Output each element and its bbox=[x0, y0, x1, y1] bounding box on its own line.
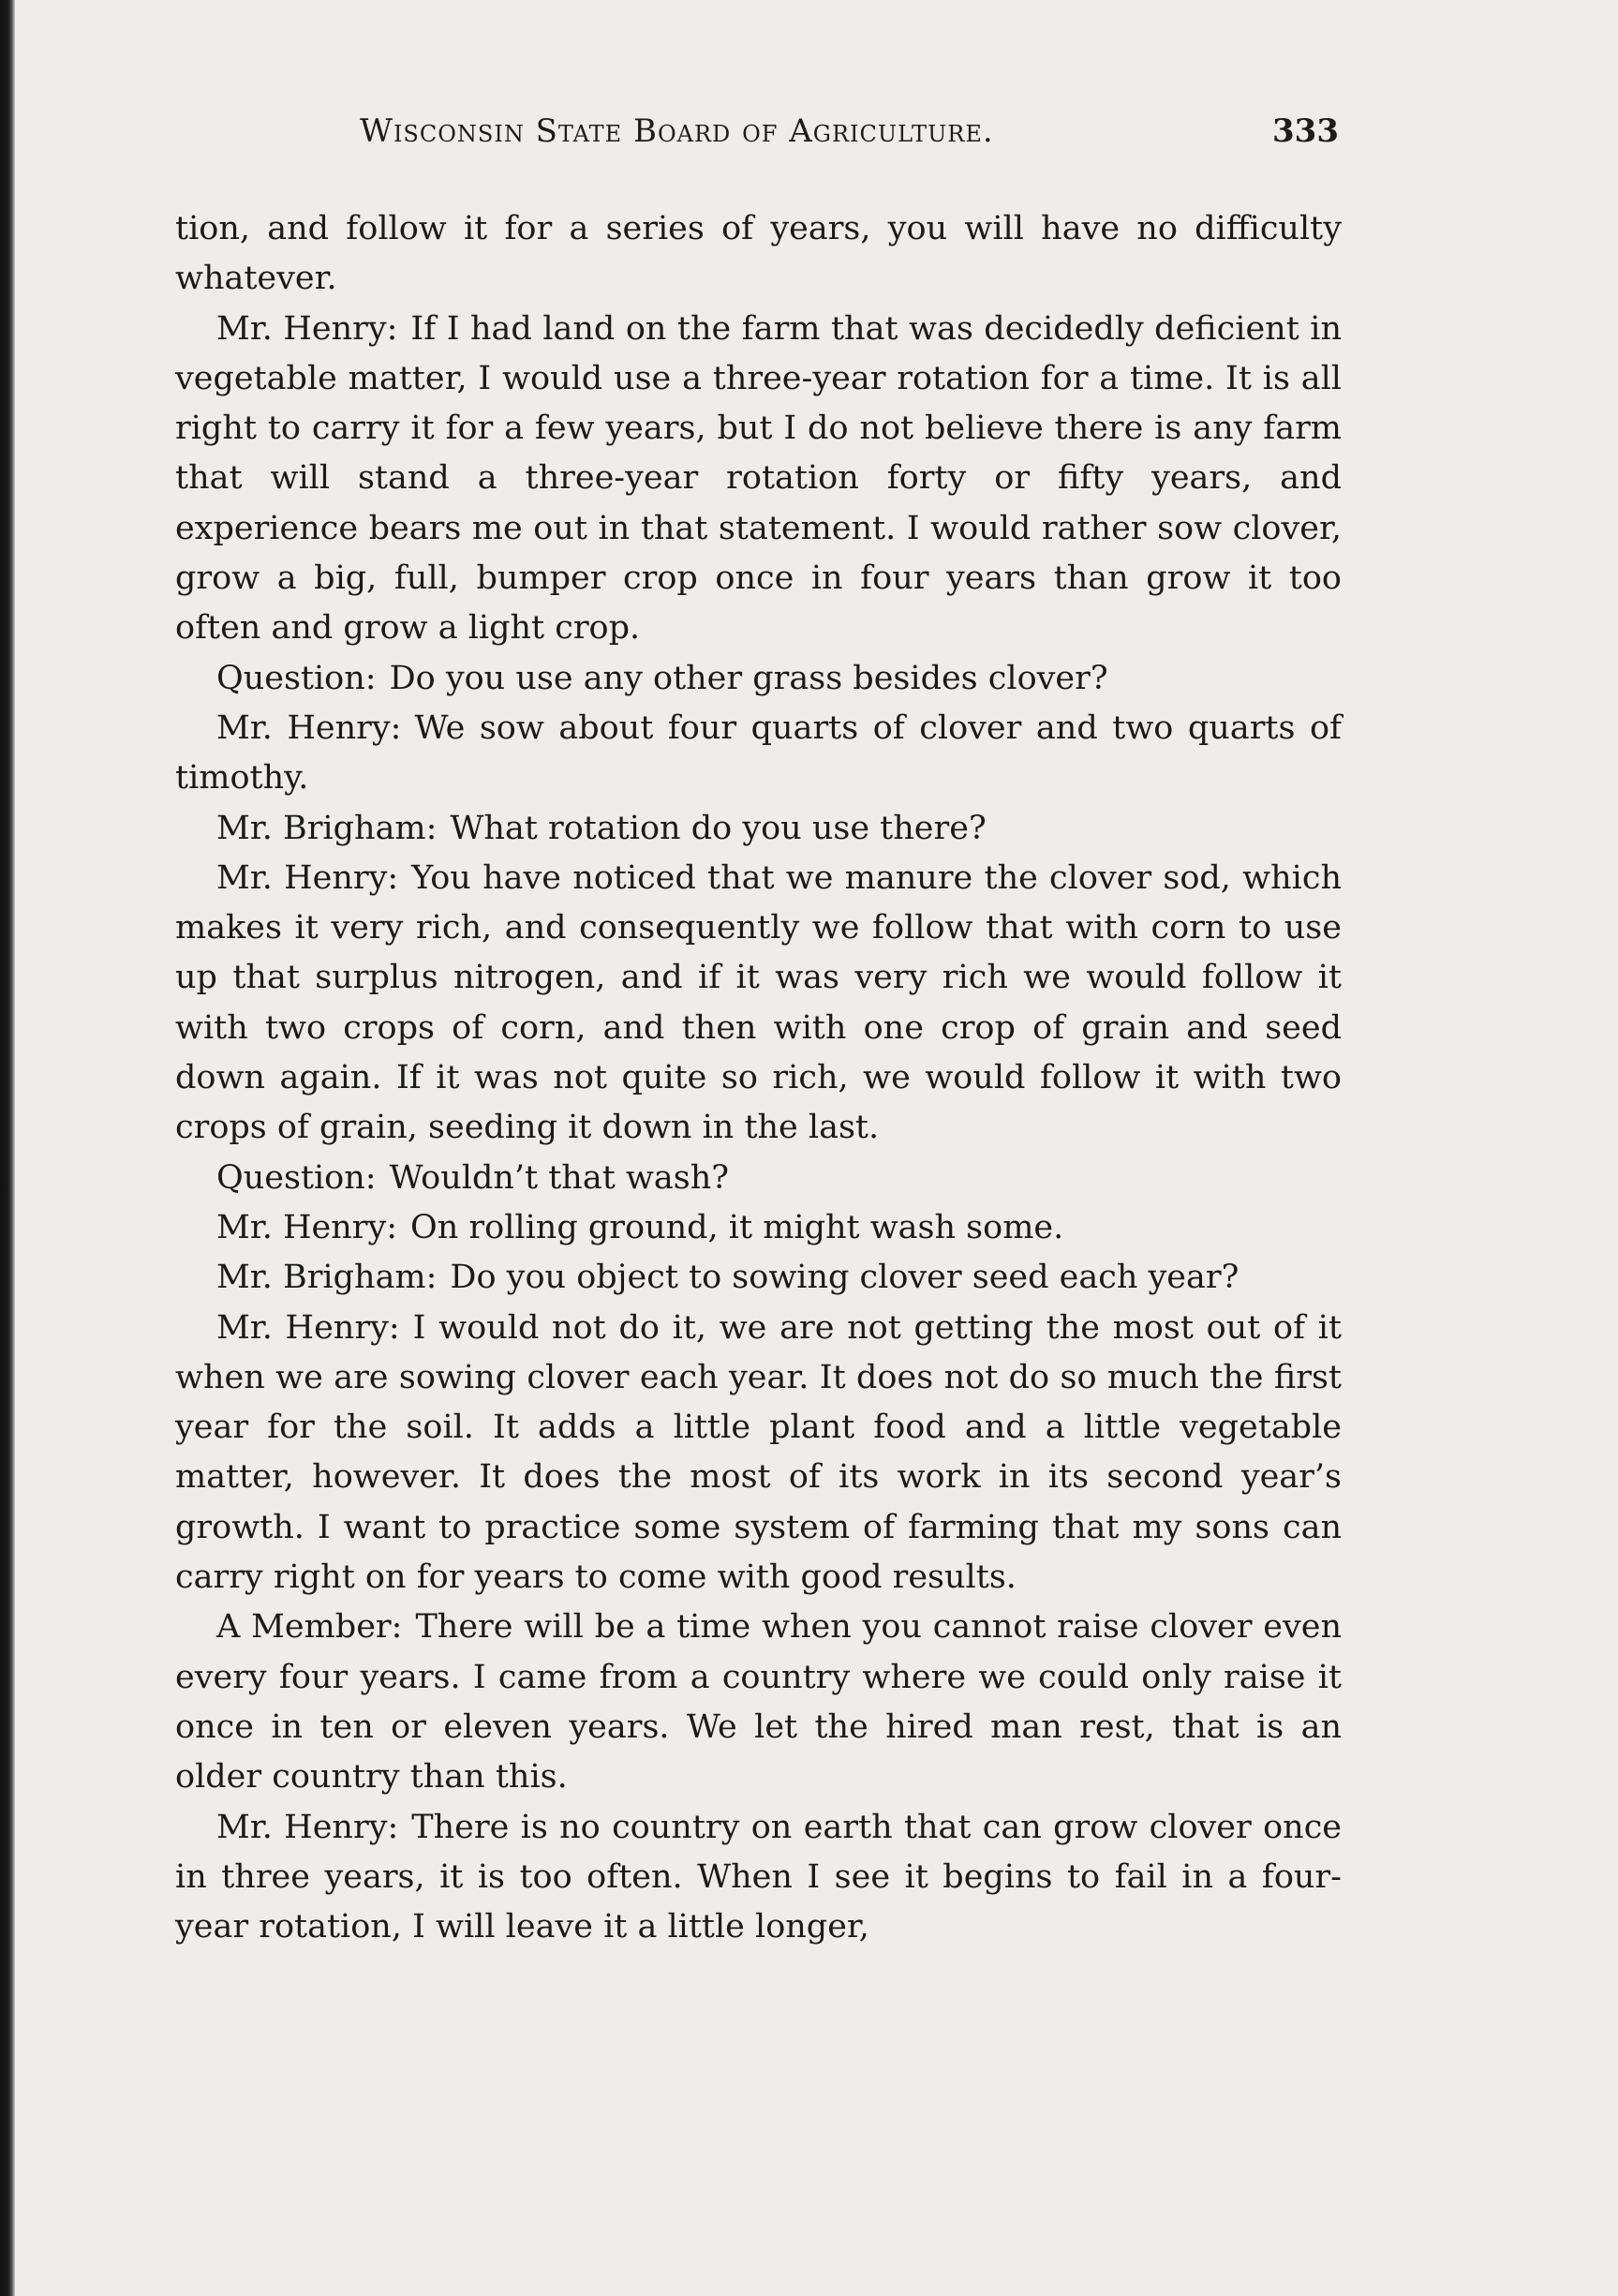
page-number: 333 bbox=[1272, 112, 1339, 150]
running-title: Wisconsin State Board of Agriculture. bbox=[360, 112, 994, 150]
paragraph-text: Wouldn’t that wash? bbox=[389, 1158, 730, 1197]
speaker-label: Question: bbox=[216, 659, 377, 697]
paragraph-text: I would not do it, we are not getting the most out of it when we are sowing clover each year. It does not do so much the first year for the soil. It adds a little plant food and a little vegetable matter, however. It does the most of its work in its second year’s growth. I want to practice some system of farming that my sons can carry right on for years to come with good results. bbox=[175, 1308, 1342, 1597]
speaker-label: Mr. Henry: bbox=[216, 858, 399, 897]
paragraph bbox=[175, 1603, 1342, 1802]
paragraph-text: Do you object to sowing clover seed each year? bbox=[450, 1259, 1239, 1297]
paragraph-text: Do you use any other grass besides clover? bbox=[389, 659, 1108, 697]
paragraph bbox=[175, 1154, 1342, 1203]
speaker-label: Mr. Brigham: bbox=[216, 1259, 438, 1297]
paragraph-text: There is no country on earth that can grow clover once in three years, it is too often. When I see it begins to fail in a four-year rotation, I will leave it a little longer, bbox=[175, 1808, 1343, 1946]
speaker-label: Mr. Brigham: bbox=[216, 809, 438, 847]
speaker-label: A Member: bbox=[216, 1608, 403, 1647]
paragraph-text: We sow about four quarts of clover and two quarts of timothy. bbox=[175, 708, 1342, 798]
binding-edge bbox=[0, 0, 15, 2296]
paragraph bbox=[175, 804, 1342, 854]
speaker-label: Mr. Henry: bbox=[216, 1308, 400, 1347]
paragraph bbox=[175, 305, 1342, 654]
speaker-label: Question: bbox=[216, 1158, 377, 1197]
paragraph bbox=[175, 1253, 1342, 1303]
paragraph bbox=[175, 1803, 1342, 1953]
paragraph-text: What rotation do you use there? bbox=[450, 809, 987, 847]
body-text bbox=[175, 204, 1342, 1952]
paragraph bbox=[175, 704, 1342, 804]
page-header bbox=[177, 112, 1339, 169]
paragraph bbox=[175, 654, 1342, 704]
speaker-label: Mr. Henry: bbox=[216, 708, 402, 747]
paragraph-text: On rolling ground, it might wash some. bbox=[410, 1208, 1064, 1246]
paragraph-text: tion, and follow it for a series of years, you will have no difficulty whatever. bbox=[175, 210, 1342, 298]
paragraph bbox=[175, 854, 1342, 1154]
speaker-label: Mr. Henry: bbox=[216, 1208, 398, 1246]
paragraph bbox=[175, 204, 1342, 305]
paragraph bbox=[175, 1304, 1342, 1603]
paragraph bbox=[175, 1203, 1342, 1253]
paragraph-text: If I had land on the farm that was decidedly deficient in vegetable matter, I would use a three-year rotation for a time. It is all right to carry it for a few years, but I do not believe there is any farm that will stand a three-year rotation forty or fifty years, and experience bears me out in that statement. I would rather sow clover, grow a big, full, bumper crop once in four years than grow it too often and grow a light crop. bbox=[175, 309, 1342, 648]
speaker-label: Mr. Henry: bbox=[216, 309, 398, 348]
speaker-label: Mr. Henry: bbox=[216, 1808, 399, 1846]
paragraph-text: There will be a time when you cannot raise clover even every four years. I came from a country where we could only raise it once in ten or eleven years. We let the hired man rest, that is an older country than this. bbox=[175, 1608, 1343, 1797]
paragraph-text: You have noticed that we manure the clover sod, which makes it very rich, and consequently we follow that with corn to use up that surplus nitrogen, and if it was very rich we would follow it with two crops of corn, and then with one crop of grain and seed down again. If it was not quite so rich, we would follow it with two crops of grain, seeding it down in the last. bbox=[175, 858, 1343, 1147]
